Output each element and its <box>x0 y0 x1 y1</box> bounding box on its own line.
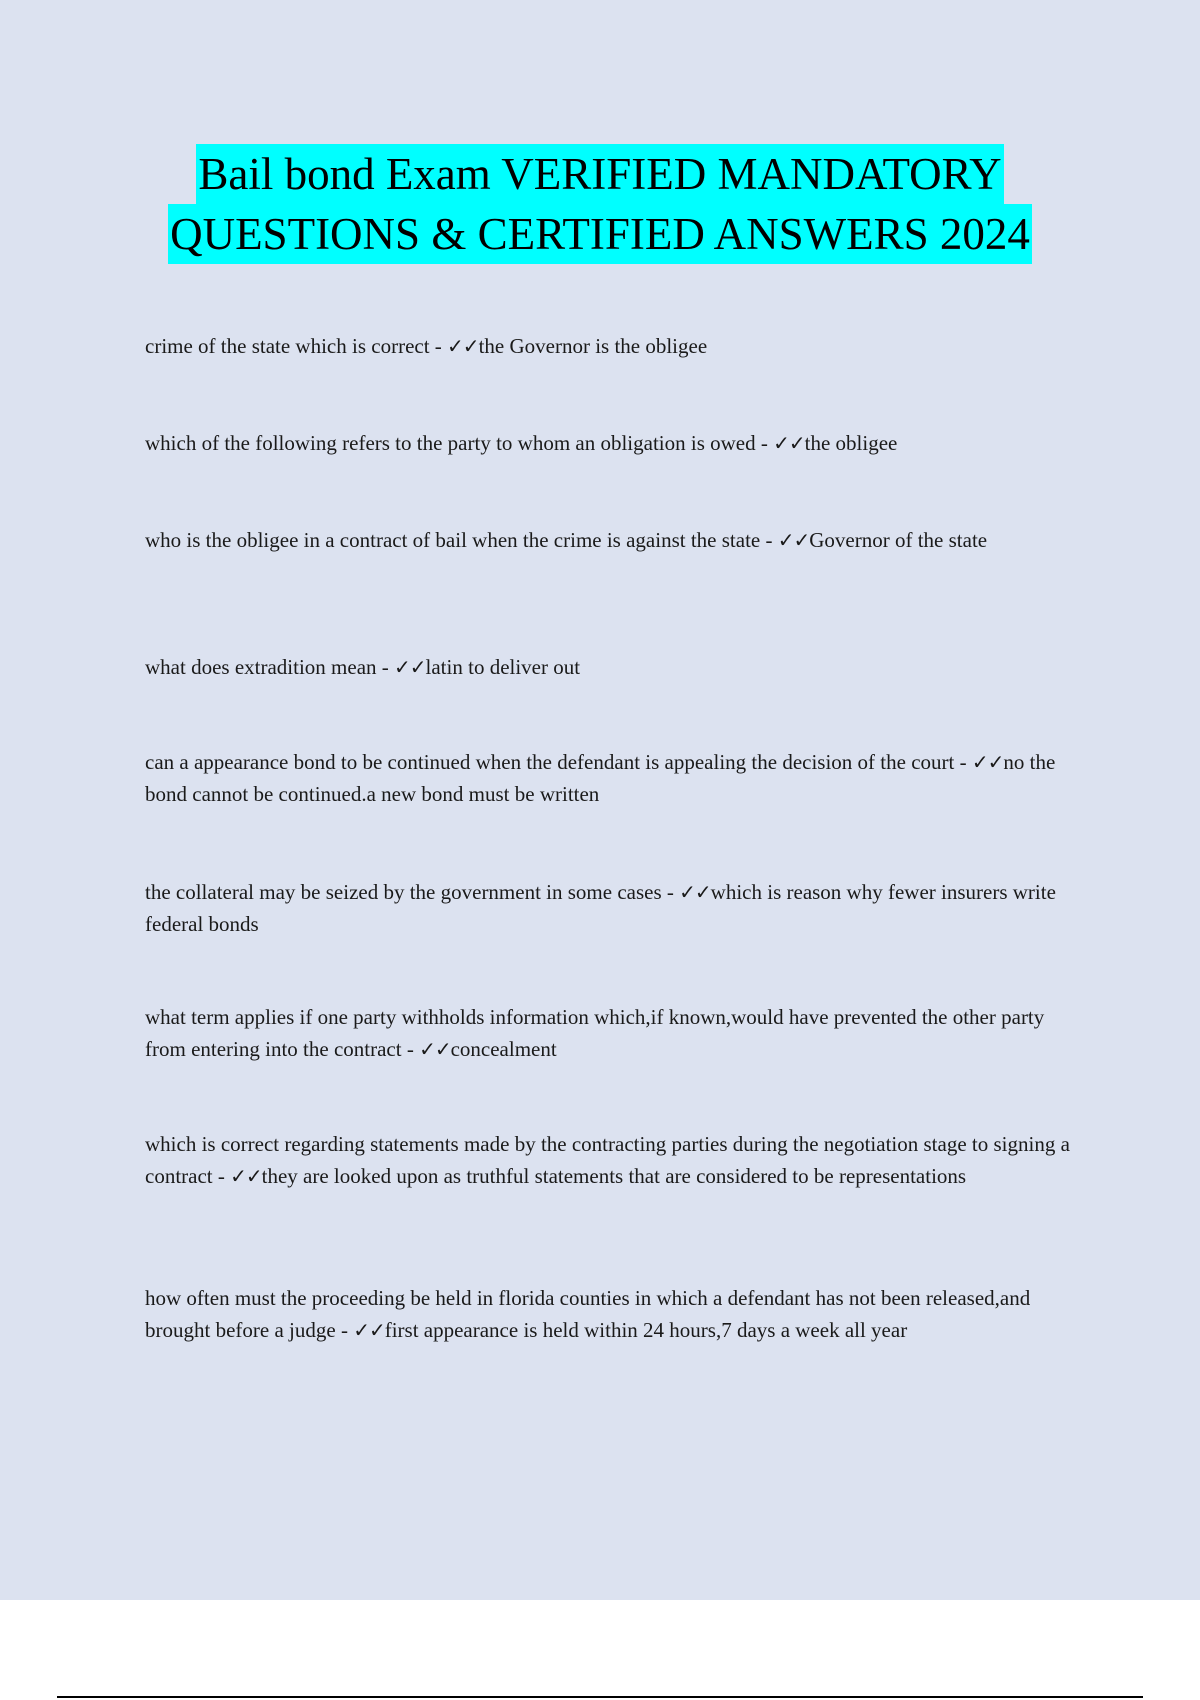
qa-item <box>145 330 1090 362</box>
answer-text: Governor of the state <box>809 528 988 552</box>
separator: - <box>429 334 448 358</box>
footer-divider <box>57 1696 1143 1698</box>
answer-text: no the bond cannot be continued.a new bond must be written <box>145 750 1056 806</box>
separator: - <box>212 1164 231 1188</box>
answer-text: the Governor is the obligee <box>478 334 708 358</box>
double-check-icon: ✓✓ <box>394 655 426 679</box>
question-text: what term applies if one party withholds information which,if known,would have prevented the other party from entering into the contract <box>145 1005 1045 1061</box>
double-check-icon: ✓✓ <box>773 431 805 455</box>
separator: - <box>376 655 395 679</box>
separator: - <box>401 1037 420 1061</box>
answer-text: which is reason why fewer insurers write federal bonds <box>145 880 1056 936</box>
answer-text: first appearance is held within 24 hours,7 days a week all year <box>384 1318 908 1342</box>
double-check-icon: ✓✓ <box>447 334 479 358</box>
question-text: which is correct regarding statements made by the contracting parties during the negotiation stage to signing a contract <box>145 1132 1070 1188</box>
question-text: how often must the proceeding be held in florida counties in which a defendant has not been released,and brought before a judge <box>145 1286 1031 1342</box>
answer-text: latin to deliver out <box>425 655 581 679</box>
title-line-1: Bail bond Exam VERIFIED MANDATORY <box>196 144 1003 204</box>
double-check-icon: ✓✓ <box>679 880 711 904</box>
qa-item <box>145 651 1090 683</box>
separator: - <box>335 1318 354 1342</box>
qa-item <box>145 1282 1090 1346</box>
title-line-2: QUESTIONS & CERTIFIED ANSWERS 2024 <box>168 204 1032 264</box>
qa-item <box>145 524 1090 556</box>
qa-item <box>145 1001 1090 1065</box>
double-check-icon: ✓✓ <box>971 750 1004 774</box>
qa-item <box>145 1128 1090 1192</box>
qa-item <box>145 876 1090 940</box>
question-text: can a appearance bond to be continued when the defendant is appealing the decision of the court <box>145 750 955 774</box>
separator: - <box>954 750 972 774</box>
double-check-icon: ✓✓ <box>353 1318 385 1342</box>
document-title <box>0 144 1200 264</box>
qa-item <box>145 427 1090 459</box>
question-text: who is the obligee in a contract of bail when the crime is against the state <box>145 528 761 552</box>
double-check-icon: ✓✓ <box>777 528 810 552</box>
question-text: what does extradition mean <box>145 655 377 679</box>
double-check-icon: ✓✓ <box>230 1164 262 1188</box>
question-text: which of the following refers to the party to whom an obligation is owed <box>145 431 756 455</box>
separator: - <box>760 528 778 552</box>
qa-item <box>145 746 1090 810</box>
answer-text: the obligee <box>804 431 898 455</box>
answer-text: concealment <box>450 1037 557 1061</box>
question-text: crime of the state which is correct <box>145 334 430 358</box>
separator: - <box>755 431 774 455</box>
double-check-icon: ✓✓ <box>419 1037 451 1061</box>
separator: - <box>661 880 680 904</box>
answer-text: they are looked upon as truthful statements that are considered to be representations <box>261 1164 967 1188</box>
question-text: the collateral may be seized by the government in some cases <box>145 880 662 904</box>
